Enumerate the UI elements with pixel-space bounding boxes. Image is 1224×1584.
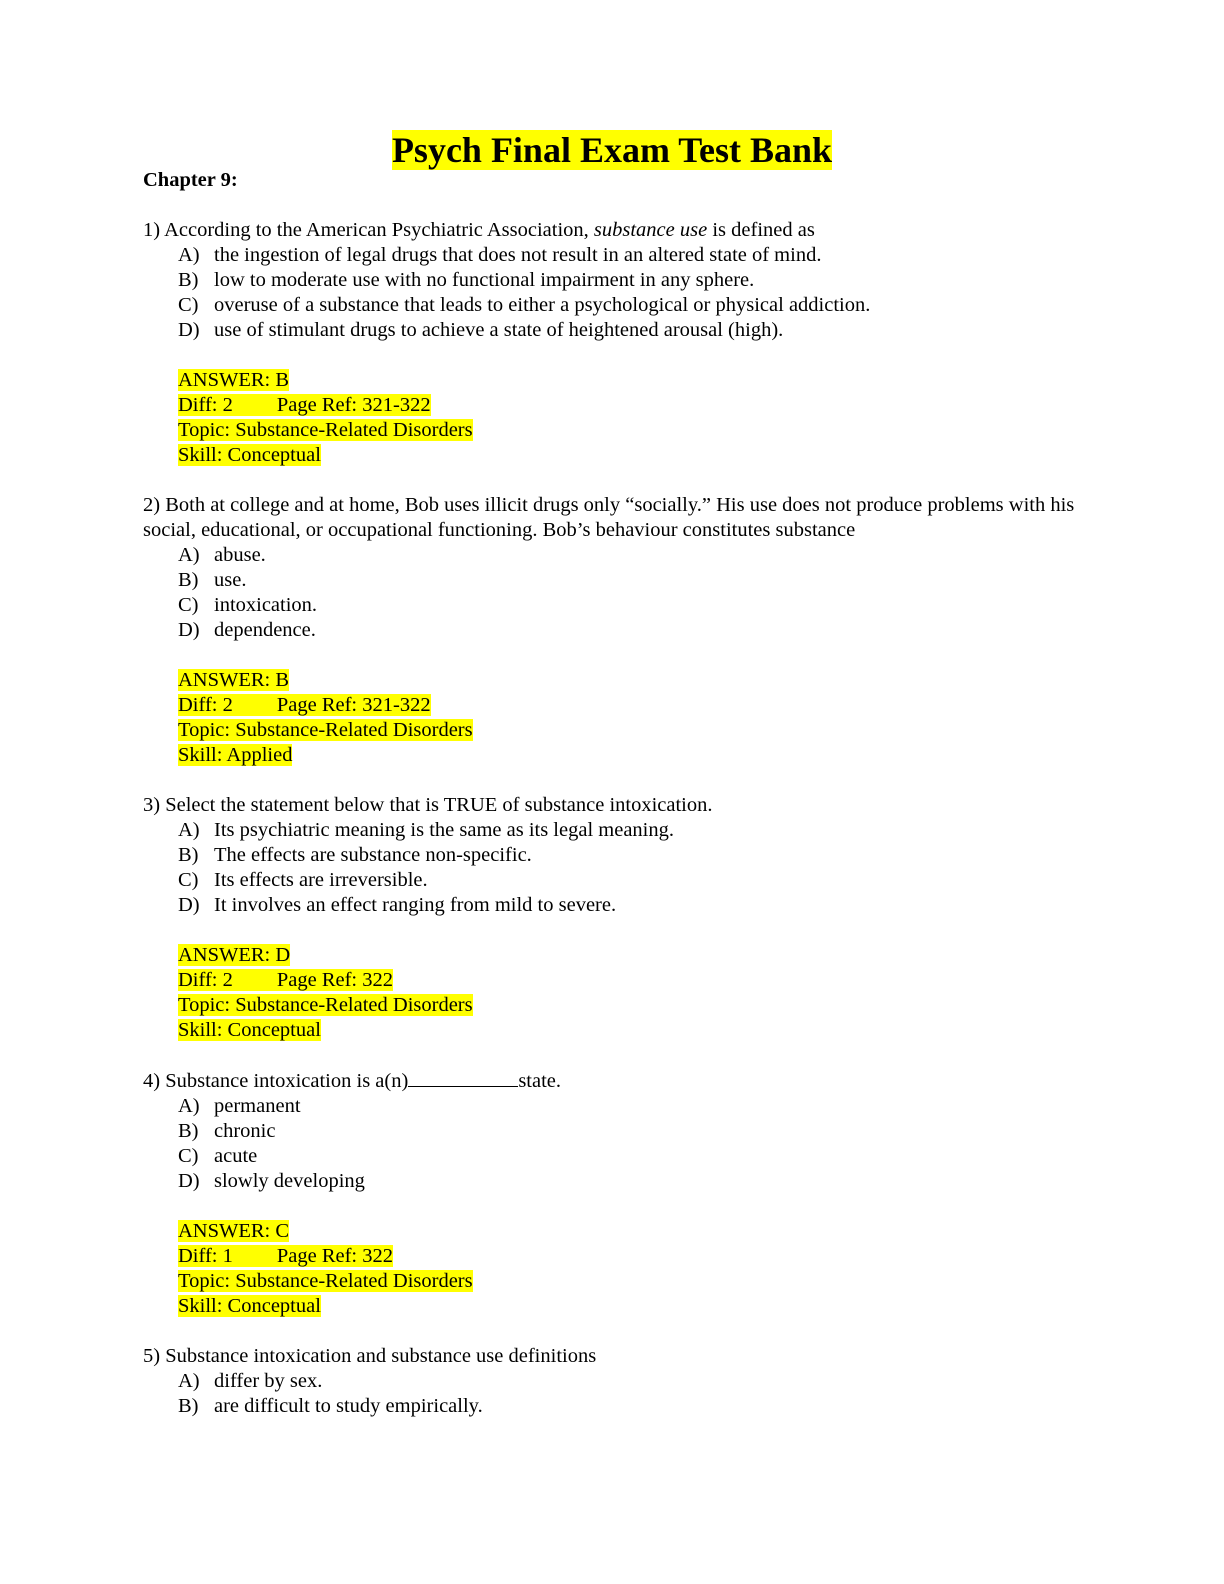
answer-line-text: ANSWER: C xyxy=(178,1220,290,1242)
answer-metadata xyxy=(143,1219,1083,1319)
topic-line xyxy=(178,418,1083,443)
answer-options xyxy=(143,818,1083,918)
answer-line-text: ANSWER: D xyxy=(178,944,291,966)
option-letter: C) xyxy=(178,294,199,316)
option-text: use. xyxy=(214,569,247,591)
answer-line xyxy=(178,1219,1083,1244)
document-title xyxy=(0,128,1224,172)
topic-line xyxy=(178,993,1083,1018)
answer-option xyxy=(143,543,1083,568)
option-text: use of stimulant drugs to achieve a state of heightened arousal (high). xyxy=(214,319,784,341)
difficulty-line-text: Page Ref: 322 xyxy=(276,1245,394,1267)
answer-option xyxy=(143,593,1083,618)
option-text: dependence. xyxy=(214,619,316,641)
answer-option xyxy=(143,618,1083,643)
difficulty-line-text: Diff: 2 xyxy=(178,394,233,416)
answer-line-text: ANSWER: B xyxy=(178,669,290,691)
question-stem xyxy=(143,1068,1083,1094)
answer-option xyxy=(143,868,1083,893)
option-letter: A) xyxy=(178,1370,200,1392)
option-text: slowly developing xyxy=(214,1170,365,1192)
topic-line-highlight xyxy=(178,719,473,741)
option-letter: D) xyxy=(178,894,200,916)
chapter-heading: Chapter 9: xyxy=(143,169,238,191)
difficulty-line-highlight xyxy=(178,394,431,416)
option-letter: C) xyxy=(178,594,199,616)
topic-line-text: Topic: Substance-Related Disorders xyxy=(178,419,473,441)
option-letter: A) xyxy=(178,244,200,266)
answer-option xyxy=(143,268,1083,293)
answer-option xyxy=(143,293,1083,318)
option-letter: B) xyxy=(178,269,199,291)
question-stem xyxy=(143,218,1083,243)
answer-options xyxy=(143,543,1083,643)
answer-metadata xyxy=(143,368,1083,468)
skill-line xyxy=(178,1294,1083,1319)
topic-line-text: Topic: Substance-Related Disorders xyxy=(178,719,473,741)
skill-line xyxy=(178,743,1083,768)
answer-line xyxy=(178,368,1083,393)
skill-line-text: Skill: Applied xyxy=(178,744,293,766)
answer-option xyxy=(143,318,1083,343)
skill-line-highlight xyxy=(178,1295,321,1317)
difficulty-line-text: Page Ref: 321-322 xyxy=(276,694,431,716)
skill-line-text: Skill: Conceptual xyxy=(178,444,321,466)
skill-line-text: Skill: Conceptual xyxy=(178,1019,321,1041)
option-letter: C) xyxy=(178,1145,199,1167)
question-stem-text: 2) Both at college and at home, Bob uses illicit drugs only “socially.” His use does not produce problems with his social, educational, or occupational functioning. Bob’s behaviour constitutes substance xyxy=(143,494,1075,541)
answer-line-highlight xyxy=(178,1220,289,1242)
answer-option xyxy=(143,1369,1083,1394)
answer-line-text: ANSWER: B xyxy=(178,369,290,391)
difficulty-line-text: Diff: 2 xyxy=(178,969,233,991)
difficulty-line-highlight xyxy=(178,969,393,991)
option-letter: B) xyxy=(178,844,199,866)
difficulty-line-text: Diff: 1 xyxy=(178,1245,233,1267)
skill-line xyxy=(178,1018,1083,1043)
topic-line-text: Topic: Substance-Related Disorders xyxy=(178,994,473,1016)
answer-option xyxy=(143,568,1083,593)
difficulty-line-text: Page Ref: 322 xyxy=(276,969,394,991)
topic-line-text: Topic: Substance-Related Disorders xyxy=(178,1270,473,1292)
option-letter: B) xyxy=(178,569,199,591)
fill-in-blank xyxy=(408,1068,518,1087)
answer-option xyxy=(143,1394,1083,1419)
question-stem-text: 4) Substance intoxication is a(n) xyxy=(143,1070,409,1092)
option-text: overuse of a substance that leads to either a psychological or physical addiction. xyxy=(214,294,871,316)
answer-option xyxy=(143,843,1083,868)
skill-line-highlight xyxy=(178,1019,321,1041)
question-stem xyxy=(143,793,1083,818)
question-2 xyxy=(143,493,1083,768)
option-text: are difficult to study empirically. xyxy=(214,1395,483,1417)
option-text: The effects are substance non-specific. xyxy=(214,844,532,866)
question-1 xyxy=(143,218,1083,468)
option-text: differ by sex. xyxy=(214,1370,323,1392)
difficulty-line-text: Diff: 2 xyxy=(178,694,233,716)
answer-options xyxy=(143,243,1083,343)
answer-options xyxy=(143,1369,1083,1419)
answer-line-highlight xyxy=(178,944,290,966)
answer-option xyxy=(143,243,1083,268)
option-text: chronic xyxy=(214,1120,276,1142)
answer-option xyxy=(143,1169,1083,1194)
option-text: intoxication. xyxy=(214,594,318,616)
question-stem xyxy=(143,493,1083,543)
option-letter: D) xyxy=(178,319,200,341)
option-letter: D) xyxy=(178,1170,200,1192)
option-letter: D) xyxy=(178,619,200,641)
option-text: Its effects are irreversible. xyxy=(214,869,428,891)
topic-line xyxy=(178,718,1083,743)
option-letter: A) xyxy=(178,544,200,566)
difficulty-line-text: Page Ref: 321-322 xyxy=(276,394,431,416)
answer-line-highlight xyxy=(178,669,289,691)
topic-line-highlight xyxy=(178,994,473,1016)
difficulty-line xyxy=(178,393,1083,418)
difficulty-line xyxy=(178,693,1083,718)
question-stem-emphasis: substance use xyxy=(593,219,708,241)
answer-option xyxy=(143,1119,1083,1144)
answer-options xyxy=(143,1094,1083,1194)
option-text: acute xyxy=(214,1145,258,1167)
option-letter: A) xyxy=(178,819,200,841)
option-letter: A) xyxy=(178,1095,200,1117)
topic-line-highlight xyxy=(178,1270,473,1292)
difficulty-line xyxy=(178,968,1083,993)
question-stem-text: 3) Select the statement below that is TRUE of substance intoxication. xyxy=(143,794,713,816)
option-letter: C) xyxy=(178,869,199,891)
option-letter: B) xyxy=(178,1120,199,1142)
answer-line xyxy=(178,943,1083,968)
answer-option xyxy=(143,893,1083,918)
difficulty-line-highlight xyxy=(178,694,431,716)
skill-line-highlight xyxy=(178,744,292,766)
question-4 xyxy=(143,1068,1083,1319)
difficulty-line xyxy=(178,1244,1083,1269)
question-5 xyxy=(143,1344,1083,1419)
option-text: abuse. xyxy=(214,544,266,566)
answer-option xyxy=(143,1144,1083,1169)
answer-line-highlight xyxy=(178,369,289,391)
option-text: low to moderate use with no functional impairment in any sphere. xyxy=(214,269,755,291)
skill-line-highlight xyxy=(178,444,321,466)
topic-line-highlight xyxy=(178,419,473,441)
question-3 xyxy=(143,793,1083,1043)
difficulty-line-highlight xyxy=(178,1245,393,1267)
answer-metadata xyxy=(143,943,1083,1043)
option-letter: B) xyxy=(178,1395,199,1417)
question-stem-text-end: state. xyxy=(518,1070,562,1092)
answer-line xyxy=(178,668,1083,693)
topic-line xyxy=(178,1269,1083,1294)
option-text: It involves an effect ranging from mild to severe. xyxy=(214,894,617,916)
question-stem-text: 1) According to the American Psychiatric Association, xyxy=(143,219,594,241)
question-stem-text-end: is defined as xyxy=(707,219,815,241)
question-stem-text: 5) Substance intoxication and substance use definitions xyxy=(143,1345,597,1367)
option-text: Its psychiatric meaning is the same as its legal meaning. xyxy=(214,819,674,841)
answer-option xyxy=(143,1094,1083,1119)
question-list xyxy=(143,218,1083,1444)
answer-metadata xyxy=(143,668,1083,768)
skill-line-text: Skill: Conceptual xyxy=(178,1295,321,1317)
option-text: permanent xyxy=(214,1095,301,1117)
question-stem xyxy=(143,1344,1083,1369)
document-title-text: Psych Final Exam Test Bank xyxy=(391,130,833,170)
answer-option xyxy=(143,818,1083,843)
skill-line xyxy=(178,443,1083,468)
option-text: the ingestion of legal drugs that does not result in an altered state of mind. xyxy=(214,244,822,266)
